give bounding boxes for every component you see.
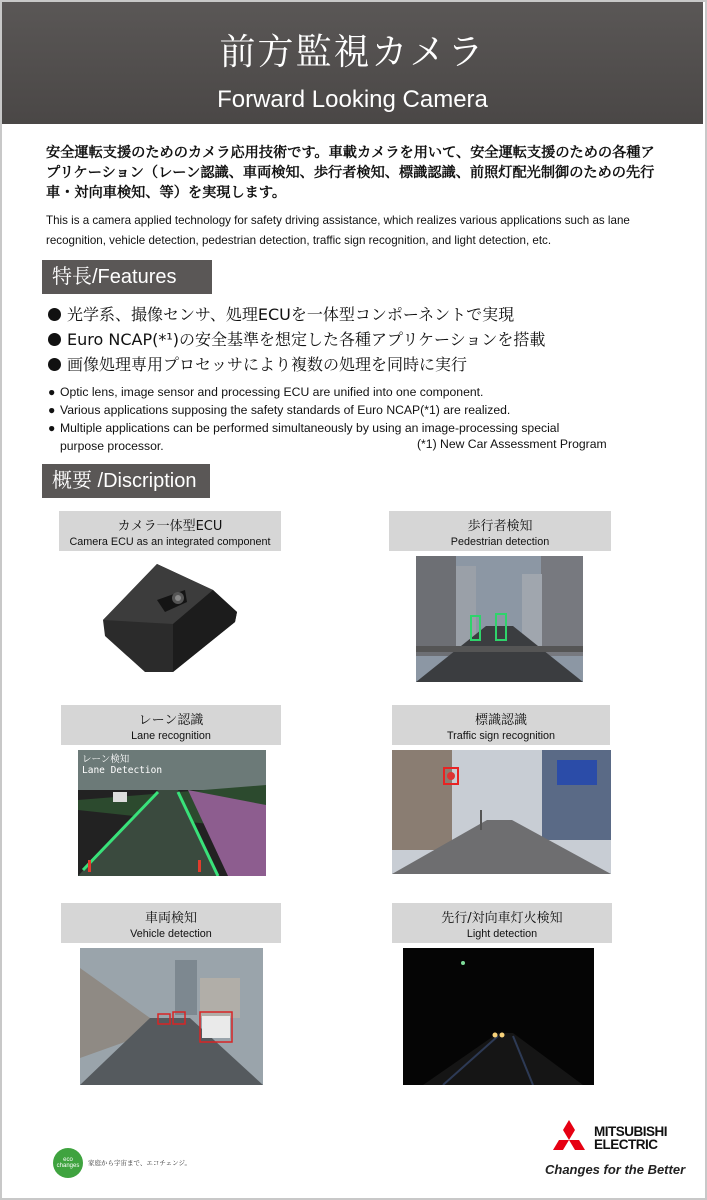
footnote: (*1) New Car Assessment Program — [417, 437, 607, 451]
caption-light: 先行/対向車灯火検知 Light detection — [392, 903, 612, 943]
eco-slogan: 家庭から宇宙まで、エコチェンジ。 — [88, 1159, 191, 1167]
traffic-sign-image — [392, 750, 611, 874]
features-heading: 特長/Features — [42, 260, 212, 294]
title-banner — [2, 2, 703, 124]
mitsubishi-diamonds-icon — [548, 1120, 590, 1156]
bullet-icon — [48, 333, 61, 346]
title-en: Forward Looking Camera — [217, 86, 488, 113]
lane-overlay-text: レーン検知 Lane Detection — [82, 754, 163, 776]
camera-ecu-image — [95, 560, 245, 680]
feature-en-1: ● Optic lens, image sensor and processing ECU are unified into one component. — [48, 385, 484, 399]
bullet-icon — [48, 308, 61, 321]
caption-vehicle: 車両検知 Vehicle detection — [61, 903, 281, 943]
caption-lane: レーン認識 Lane recognition — [61, 705, 281, 745]
caption-traffic-sign: 標識認識 Traffic sign recognition — [392, 705, 610, 745]
caption-camera-ecu: カメラ一体型ECU Camera ECU as an integrated component — [59, 511, 281, 551]
description-heading: 概要 /Discription — [42, 464, 210, 498]
feature-en-3-cont: purpose processor. — [60, 439, 164, 453]
lane-image — [78, 750, 266, 876]
caption-pedestrian: 歩行者検知 Pedestrian detection — [389, 511, 611, 551]
feature-en-3: ● Multiple applications can be performed simultaneously by using an image-processing special — [48, 421, 560, 435]
title-jp: 前方監視カメラ — [219, 32, 486, 73]
feature-jp-3: 画像処理専用プロセッサにより複数の処理を同時に実行 — [48, 353, 467, 377]
brand-tagline: Changes for the Better — [545, 1162, 686, 1177]
intro-jp: 安全運転支援のためのカメラ応用技術です。車載カメラを用いて、安全運転支援のための各種アプリケーション（レーン認識、車両検知、歩行者検知、標識認識、前照灯配光制御のための先行車・対向車検知、等）を実現します。 — [46, 145, 655, 201]
feature-en-2: ● Various applications supposing the safety standards of Euro NCAP(*1) are realized. — [48, 403, 511, 417]
intro-en: This is a camera applied technology for safety driving assistance, which realizes various applications such as lane recognition, vehicle detection, pedestrian detection, traffic sign recognition, and light detection, etc. — [46, 214, 630, 247]
light-image — [403, 948, 594, 1085]
eco-changes-logo: eco changes — [53, 1148, 83, 1178]
vehicle-image — [80, 948, 263, 1085]
pedestrian-image — [416, 556, 583, 682]
bullet-icon — [48, 358, 61, 371]
feature-jp-1: 光学系、撮像センサ、処理ECUを一体型コンポーネントで実現 — [48, 303, 514, 327]
feature-jp-2: Euro NCAP(*¹)の安全基準を想定した各種アプリケーションを搭載 — [48, 328, 545, 352]
brand-name: MITSUBISHI ELECTRIC — [594, 1124, 668, 1152]
